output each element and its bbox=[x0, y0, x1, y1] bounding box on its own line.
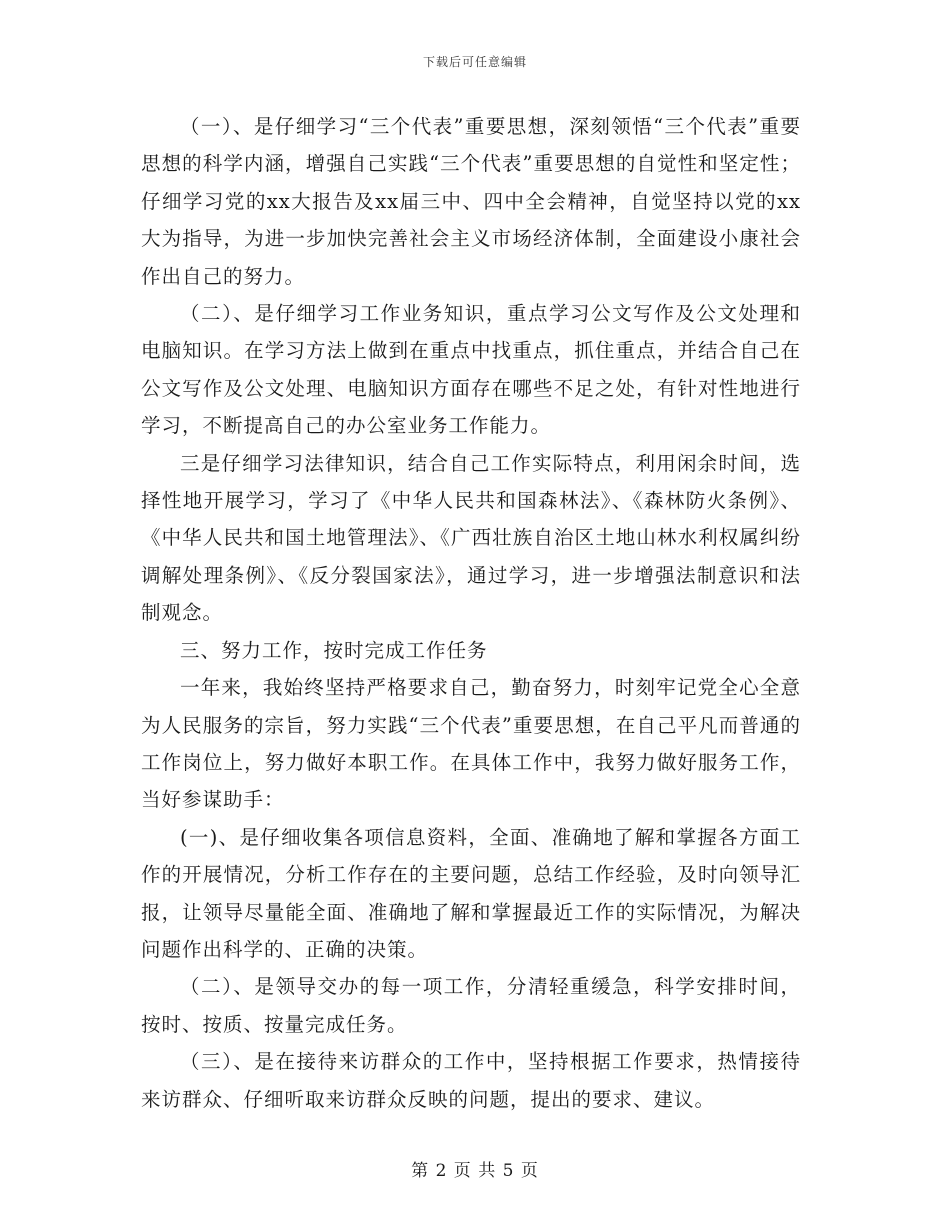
paragraph-collect-information: (一)、是仔细收集各项信息资料，全面、准确地了解和掌握各方面工作的开展情况，分析工作存在的主要问题，总结工作经验，及时向领导汇报，让领导尽量能全面、准确地了解和掌握最近工作的实际情况，为解决问题作出科学的、正确的决策。 bbox=[141, 825, 801, 961]
paragraph-study-business-knowledge: （二）、是仔细学习工作业务知识，重点学习公文写作及公文处理和电脑知识。在学习方法上做到在重点中找重点，抓住重点，并结合自己在公文写作及公文处理、电脑知识方面存在哪些不足之处，有针对性地进行学习，不断提高自己的办公室业务工作能力。 bbox=[141, 302, 801, 438]
section-heading-work: 三、努力工作，按时完成工作任务 bbox=[180, 638, 488, 662]
page-header: 下载后可任意编辑 bbox=[422, 55, 527, 69]
paragraph-year-summary: 一年来，我始终坚持严格要求自己，勤奋努力，时刻牢记党全心全意为人民服务的宗旨，努力实践“三个代表”重要思想，在自己平凡而普通的工作岗位上，努力做好本职工作。在具体工作中，我努力做好服务工作，当好参谋助手： bbox=[141, 676, 801, 812]
paragraph-study-law: 三是仔细学习法律知识，结合自己工作实际特点，利用闲余时间，选择性地开展学习，学习了《中华人民共和国森林法》、《森林防火条例》、《中华人民共和国土地管理法》、《广西壮族自治区土地山林水利权属纠纷调解处理条例》、《反分裂国家法》，通过学习，进一步增强法制意识和法制观念。 bbox=[141, 451, 801, 625]
paragraph-receive-visitors: （三）、是在接待来访群众的工作中，坚持根据工作要求，热情接待来访群众、仔细听取来访群众反映的问题，提出的要求、建议。 bbox=[141, 1050, 801, 1111]
paragraph-leader-assignments: （二）、是领导交办的每一项工作，分清轻重缓急，科学安排时间，按时、按质、按量完成任务。 bbox=[141, 975, 801, 1036]
document-body bbox=[141, 108, 801, 1118]
paragraph-study-three-represents: （一）、是仔细学习“三个代表”重要思想，深刻领悟“三个代表”重要思想的科学内涵，增强自己实践“三个代表”重要思想的自觉性和坚定性；仔细学习党的xx大报告及xx届三中、四中全会精神，自觉坚持以党的xx大为指导，为进一步加快完善社会主义市场经济体制，全面建设小康社会作出自己的努力。 bbox=[141, 115, 801, 288]
page-number: 第 2 页 共 5 页 bbox=[411, 1161, 539, 1181]
